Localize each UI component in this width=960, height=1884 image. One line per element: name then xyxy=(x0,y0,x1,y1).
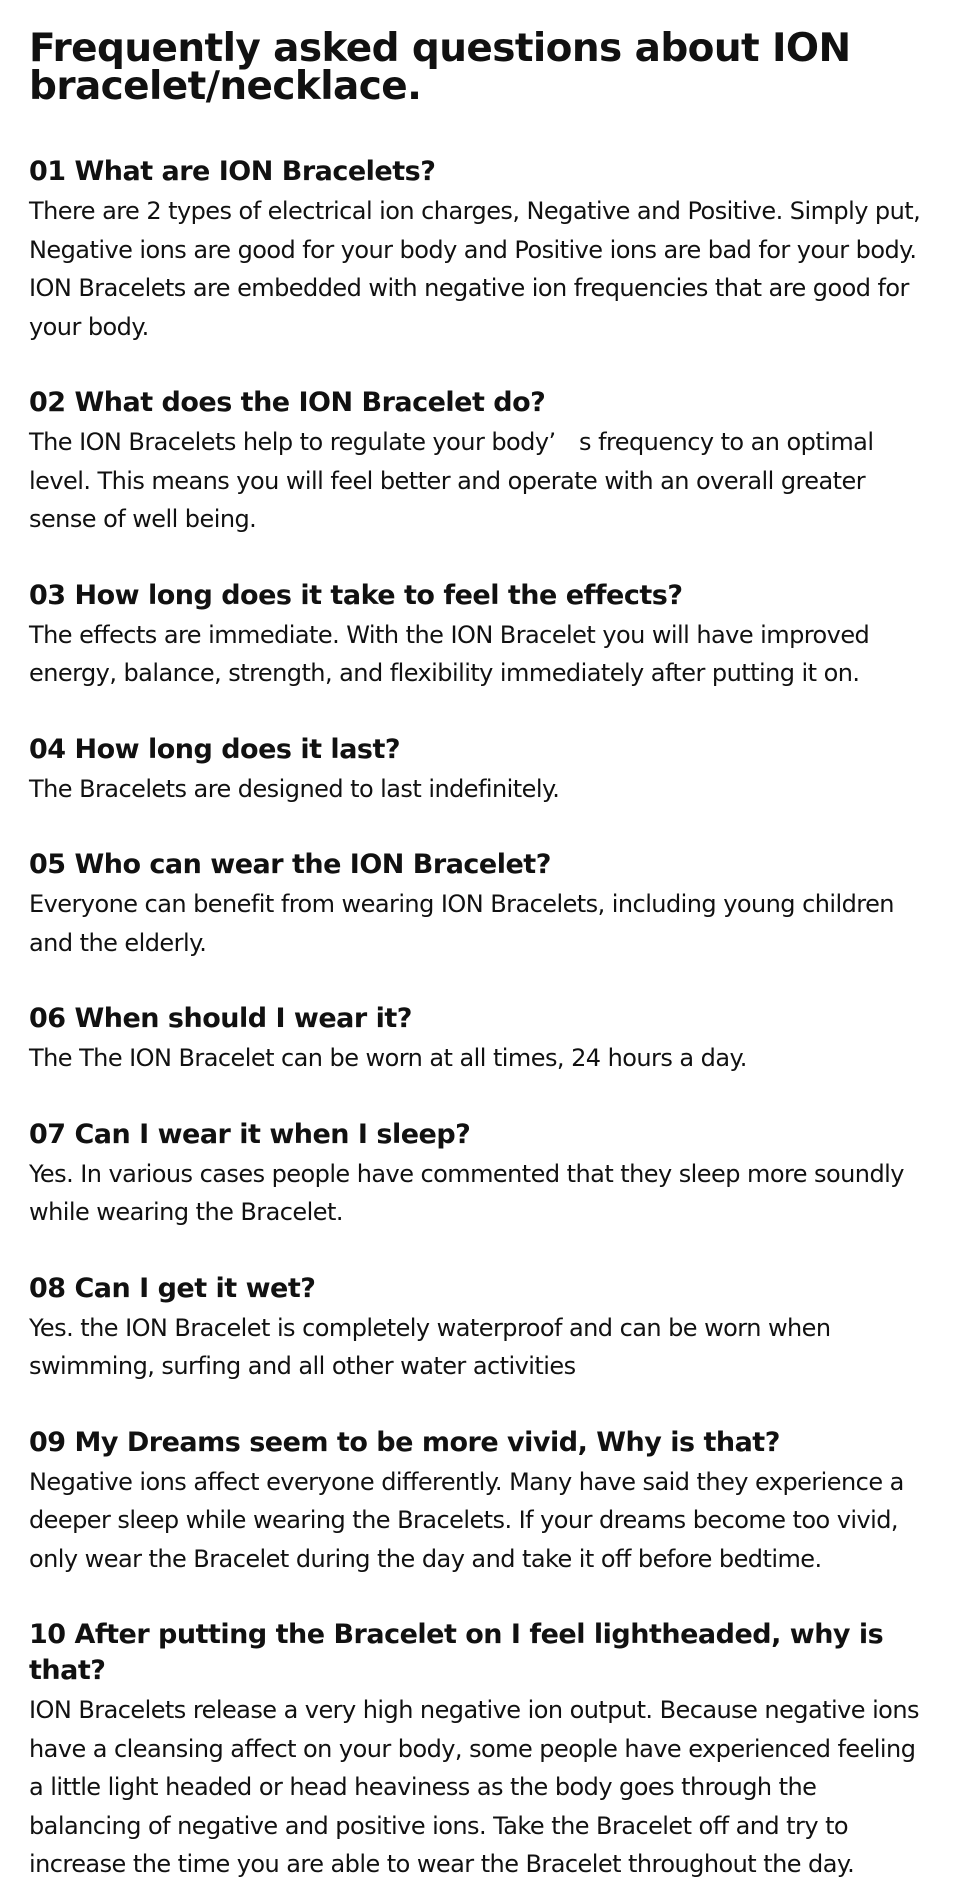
faq-question: 02 What does the ION Bracelet do? xyxy=(29,387,546,418)
faq-question: 06 When should I wear it? xyxy=(29,1003,412,1034)
faq-answer: There are 2 types of electrical ion charges, Negative and Positive. Simply put, Negative ions are good for your body and Positive ions are bad for your body. ION Bracelets are embedded with negative ion frequencies that are good for your body. xyxy=(29,197,921,341)
faq-answer: Yes. In various cases people have commented that they sleep more soundly while wearing the Bracelet. xyxy=(29,1159,904,1226)
faq-answer: ION Bracelets release a very high negative ion output. Because negative ions have a cleansing affect on your body, some people have experienced feeling a little light headed or head heaviness as the body goes through the balancing of negative and positive ions. Take the Bracelet off and try to increase the time you are able to wear the Bracelet throughout the day. xyxy=(29,1696,919,1878)
faq-question: 01 What are ION Bracelets? xyxy=(29,156,436,187)
faq-item-04 xyxy=(29,732,932,809)
faq-item-05 xyxy=(29,847,932,962)
faq-item-01 xyxy=(29,154,932,346)
faq-item-06 xyxy=(29,1001,932,1078)
faq-item-08 xyxy=(29,1271,932,1386)
faq-question: 08 Can I get it wet? xyxy=(29,1272,316,1304)
faq-item-02 xyxy=(29,385,932,539)
faq-question: 03 How long does it take to feel the effects? xyxy=(29,579,683,611)
faq-item-10 xyxy=(29,1617,932,1884)
faq-answer: Negative ions affect everyone differently. Many have said they experience a deeper sleep while wearing the Bracelets. If your dreams become too vivid, only wear the Bracelet during the day and take it off before bedtime. xyxy=(29,1467,904,1573)
faq-answer: The ION Bracelets help to regulate your body’ s frequency to an optimal level. This means you will feel better and operate with an overall greater sense of well being. xyxy=(29,428,874,533)
faq-question: 04 How long does it last? xyxy=(29,733,401,765)
faq-item-07 xyxy=(29,1117,932,1232)
faq-answer: Yes. the ION Bracelet is completely waterproof and can be worn when swimming, surfing and all other water activities xyxy=(29,1313,831,1380)
faq-question: 07 Can I wear it when I sleep? xyxy=(29,1118,471,1150)
faq-question: 05 Who can wear the ION Bracelet? xyxy=(29,849,551,880)
faq-item-03 xyxy=(29,578,932,693)
faq-question: 10 After putting the Bracelet on I feel lightheaded, why is that? xyxy=(29,1619,884,1686)
faq-answer: Everyone can benefit from wearing ION Bracelets, including young children and the elderly. xyxy=(29,890,894,957)
faq-answer: The The ION Bracelet can be worn at all times, 24 hours a day. xyxy=(29,1044,747,1072)
faq-answer: The Bracelets are designed to last indefinitely. xyxy=(29,774,560,803)
faq-answer: The effects are immediate. With the ION Bracelet you will have improved energy, balance, strength, and flexibility immediately after putting it on. xyxy=(29,620,870,687)
faq-question: 09 My Dreams seem to be more vivid, Why is that? xyxy=(29,1426,780,1458)
faq-item-09 xyxy=(29,1425,932,1579)
page-title: Frequently asked questions about ION bracelet/necklace. xyxy=(29,26,851,109)
